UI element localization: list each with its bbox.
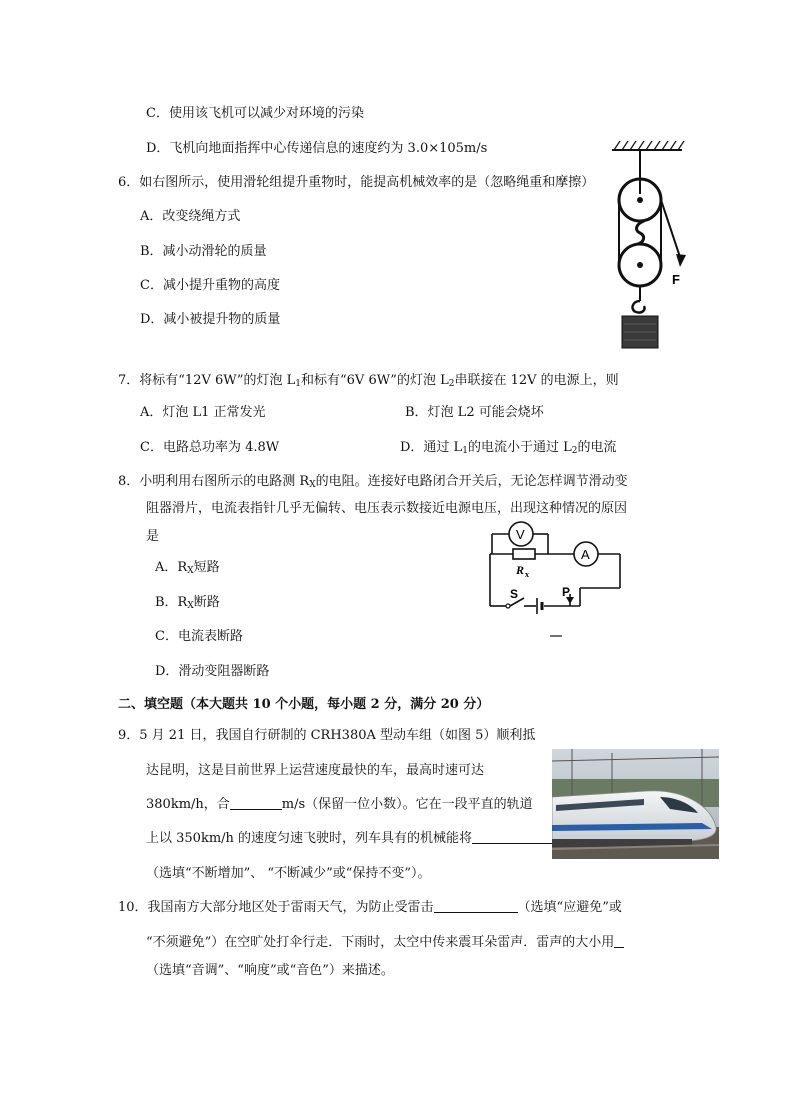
- q9-energy-blank[interactable]: [472, 830, 556, 844]
- q7-option-d-part2: 的电流小于通过 L: [467, 440, 572, 455]
- q5-option-c: C．使用该飞机可以减少对环境的污染: [146, 106, 364, 121]
- q9-line3: [146, 796, 533, 814]
- resistor-label-sub: x: [525, 570, 529, 579]
- switch-pivot: [506, 604, 510, 608]
- pulley-figure: [600, 138, 690, 353]
- resistor-rx: [513, 549, 535, 559]
- q7-stem-part2: 和标有“6V 6W”的灯泡 L: [301, 373, 449, 388]
- q7-option-d: [400, 439, 616, 460]
- q6-stem: 6．如右图所示，使用滑轮组提升重物时，能提高机械效率的是（忽略绳重和摩擦）: [118, 175, 595, 190]
- q8-option-d: D．滑动变阻器断路: [155, 664, 270, 679]
- q6-option-b: B．减小动滑轮的质量: [140, 244, 267, 259]
- q9-line5: （选填“不断增加”、 “不断减少”或“保持不变”）。: [146, 866, 431, 881]
- q7-stem-sub2: 2: [448, 379, 455, 389]
- ceiling-hatch: [614, 141, 684, 150]
- q10-lightning-blank[interactable]: [434, 899, 518, 913]
- q8-stem-sub: X: [309, 480, 316, 490]
- q10-line2-text: “不须避免”）在空旷处打伞行走．下雨时，太空中传来震耳朵雷声．雷声的大小用: [146, 935, 615, 950]
- q8-option-b-part1: B．R: [155, 595, 188, 610]
- q6-option-c: C．减小提升重物的高度: [140, 278, 280, 293]
- q7-option-d-part3: 的电流: [577, 440, 617, 455]
- circuit-figure: [480, 518, 630, 648]
- q8-stem-line3: 是: [146, 529, 160, 544]
- resistor-label: R: [516, 563, 525, 577]
- voltmeter-label: V: [516, 527, 525, 542]
- q8-option-a-part2: 短路: [193, 560, 220, 575]
- q10-line1-part1: 10．我国南方大部分地区处于雷雨天气，为防止受雷击: [118, 900, 434, 915]
- q7-option-c: C．电路总功率为 4.8W: [140, 440, 280, 455]
- q10-line2: [146, 934, 624, 952]
- q10-line1: [118, 899, 622, 917]
- ammeter-label: A: [581, 547, 590, 562]
- q10-line3: （选填“音调”、“响度”或“音色”）来描述。: [146, 963, 394, 978]
- q6-option-a: A．改变绕绳方式: [140, 209, 241, 224]
- q7-option-d-sub1: 1: [462, 446, 468, 456]
- section2-heading: 二、填空题（本大题共 10 个小题，每小题 2 分，满分 20 分）: [118, 697, 490, 712]
- q8-option-a-part1: A．R: [155, 560, 188, 575]
- q8-option-c: C．电流表断路: [155, 629, 243, 644]
- q7-stem-part1: 7．将标有“12V 6W”的灯泡 L: [118, 373, 296, 388]
- force-label: F: [672, 272, 680, 287]
- q7-stem-part3: 串联接在 12V 的电源上，则: [454, 373, 619, 388]
- q9-speed-blank[interactable]: [230, 796, 282, 810]
- q7-option-b: B．灯泡 L2 可能会烧坏: [405, 405, 544, 420]
- q5-option-d: D．飞机向地面指挥中心传递信息的速度约为 3.0×105m/s: [146, 141, 488, 156]
- q7-stem: [118, 372, 619, 393]
- q9-line3-part1: 380km/h，合: [146, 797, 230, 812]
- rope-pull: [661, 200, 681, 260]
- q8-option-b-sub: X: [187, 601, 194, 611]
- q8-stem-line1: [118, 473, 628, 494]
- switch-label: S: [510, 587, 519, 601]
- q10-sound-blank[interactable]: [614, 934, 624, 948]
- q9-line4: [146, 830, 556, 848]
- q10-line1-part2: （选填“应避免”或: [517, 900, 622, 915]
- q7-option-a: A．灯泡 L1 正常发光: [140, 405, 266, 420]
- force-arrow-head: [676, 254, 686, 267]
- movable-pulley-hub: [637, 262, 643, 268]
- pulley-hook: [637, 221, 644, 244]
- q8-option-b: [155, 594, 220, 615]
- q7-option-d-sub2: 2: [571, 446, 578, 456]
- fixed-pulley-hub: [637, 197, 643, 203]
- q8-stem-part2: 的电阻。连接好电路闭合开关后，无论怎样调节滑动变: [315, 474, 628, 489]
- q7-stem-sub1: 1: [295, 379, 301, 389]
- q8-stem-part1: 8．小明利用右图所示的电路测 R: [118, 474, 310, 489]
- weight-hook: [633, 301, 645, 313]
- q8-option-a-sub: X: [187, 566, 194, 576]
- q8-option-b-part2: 断路: [193, 595, 220, 610]
- q8-stem-line2: 阻器滑片，电流表指针几乎无偏转、电压表示数接近电源电压，出现这种情况的原因: [146, 501, 628, 516]
- train-photo: [552, 749, 719, 859]
- q8-option-a: [155, 559, 220, 580]
- q9-line4-text: 上以 350km/h 的速度匀速飞驶时，列车具有的机械能将: [146, 831, 473, 846]
- q9-line2: 达昆明，这是目前世界上运营速度最快的车，最高时速可达: [146, 763, 485, 778]
- q6-option-d: D．减小被提升物的质量: [140, 312, 281, 327]
- q7-option-d-part1: D．通过 L: [400, 440, 463, 455]
- q9-line3-part2: m/s（保留一位小数）。它在一段平直的轨道: [281, 797, 533, 812]
- slider-label: P: [562, 585, 571, 599]
- q9-line1: 9．5 月 21 日，我国自行研制的 CRH380A 型动车组（如图 5）顺利抵: [118, 728, 536, 743]
